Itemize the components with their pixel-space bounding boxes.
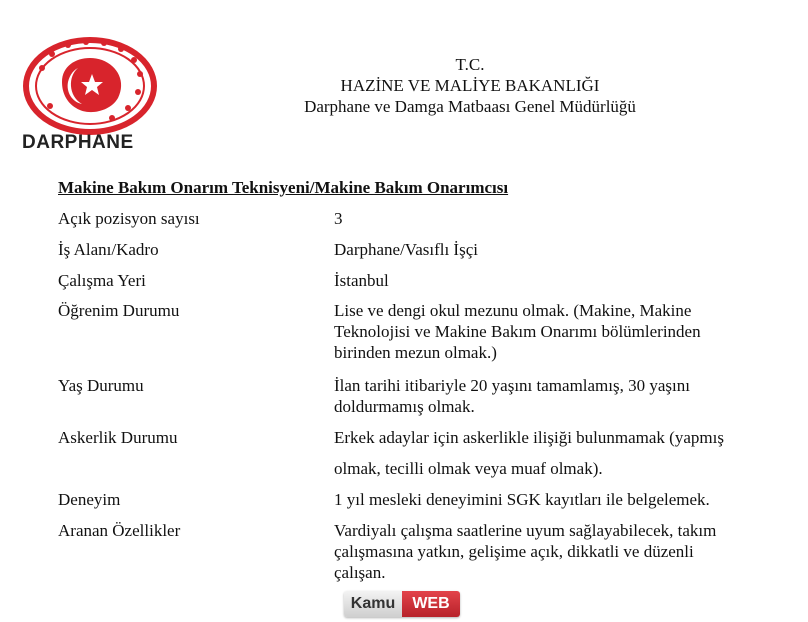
field-value xyxy=(334,427,774,479)
kamuweb-watermark xyxy=(344,591,460,617)
field-value xyxy=(334,375,774,417)
header-line-ministry: HAZİNE VE MALİYE BAKANLIĞI xyxy=(340,76,600,95)
field-value-line: İlan tarihi itibariyle 20 yaşını tamamlamış, 30 yaşını xyxy=(334,376,690,395)
field-value: 1 yıl mesleki deneyimini SGK kayıtları ile belgelemek. xyxy=(334,490,710,509)
field-value-line: Erkek adaylar için askerlikle ilişiği bulunmamak (yapmış xyxy=(334,428,724,447)
field-value-line: birinden mezun olmak.) xyxy=(334,343,497,362)
field-value xyxy=(334,300,774,363)
field-label: Aranan Özellikler xyxy=(58,521,181,540)
field-value xyxy=(334,520,774,583)
field-label: Askerlik Durumu xyxy=(58,428,178,447)
field-label: İş Alanı/Kadro xyxy=(58,240,159,259)
field-label: Açık pozisyon sayısı xyxy=(58,209,200,228)
field-value-line: olmak, tecilli olmak veya muaf olmak). xyxy=(334,459,603,478)
field-value-line: Teknolojisi ve Makine Bakım Onarımı bölümlerinden xyxy=(334,322,701,341)
job-title: Makine Bakım Onarım Teknisyeni/Makine Bakım Onarımcısı xyxy=(58,178,509,197)
field-value-line: çalışmasına yatkın, gelişime açık, dikkatli ve düzenli xyxy=(334,542,694,561)
field-label: Öğrenim Durumu xyxy=(58,301,180,320)
header-line-directorate: Darphane ve Damga Matbaası Genel Müdürlüğü xyxy=(304,97,636,116)
field-label: Deneyim xyxy=(58,490,121,509)
logo-wordmark: DARPHANE xyxy=(22,132,134,153)
field-value: 3 xyxy=(334,209,343,228)
document-header xyxy=(270,54,670,117)
darphane-logo xyxy=(22,36,158,154)
field-value-line: doldurmamış olmak. xyxy=(334,397,475,416)
field-value-line: Vardiyalı çalışma saatlerine uyum sağlayabilecek, takım xyxy=(334,521,717,540)
field-value: Darphane/Vasıflı İşçi xyxy=(334,240,478,259)
watermark-web: WEB xyxy=(402,591,460,617)
watermark-kamu: Kamu xyxy=(344,591,402,617)
header-line-tc: T.C. xyxy=(455,55,485,74)
field-value-line: çalışan. xyxy=(334,563,386,582)
field-value-line: Lise ve dengi okul mezunu olmak. (Makine, Makine xyxy=(334,301,692,320)
field-label: Çalışma Yeri xyxy=(58,271,146,290)
field-value: İstanbul xyxy=(334,271,389,290)
field-label: Yaş Durumu xyxy=(58,376,144,395)
darphane-emblem-icon xyxy=(22,36,158,136)
